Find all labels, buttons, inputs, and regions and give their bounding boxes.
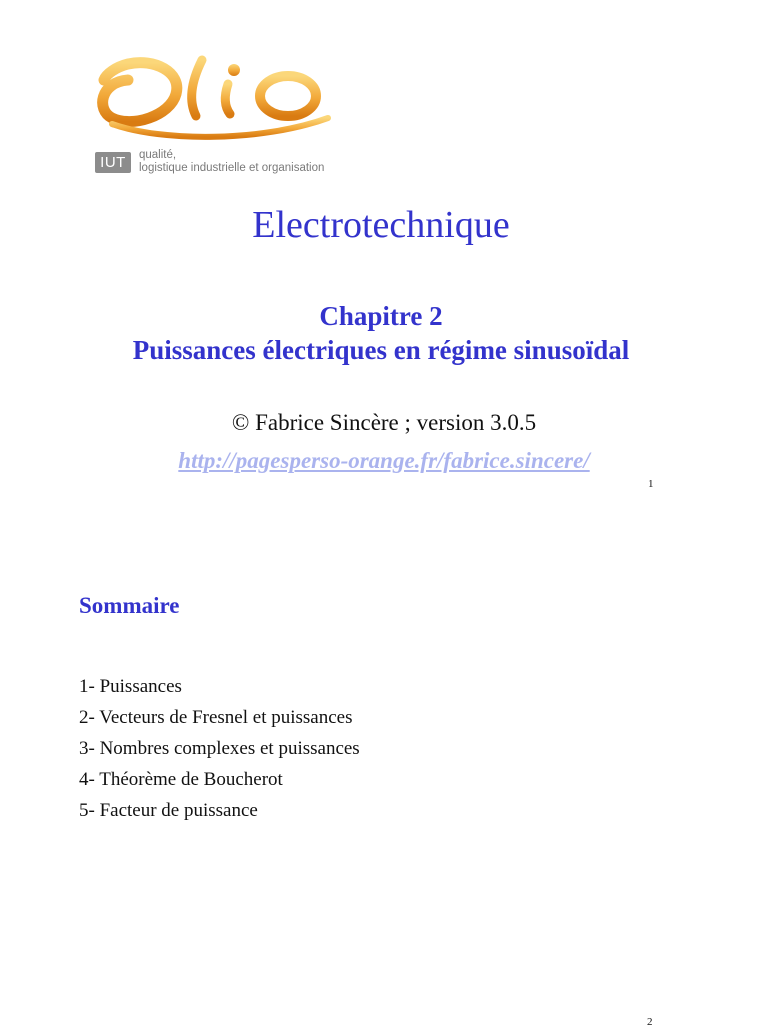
tagline-line-2: logistique industrielle et organisation: [139, 162, 325, 174]
chapter-heading: [0, 299, 762, 367]
toc-item: 3- Nombres complexes et puissances: [79, 738, 360, 759]
table-of-contents: [79, 671, 360, 826]
author-website-link[interactable]: http://pagesperso-orange.fr/fabrice.sincere/: [178, 448, 590, 473]
toc-item: 5- Facteur de puissance: [79, 800, 258, 821]
chapter-number: Chapitre 2: [319, 301, 443, 331]
chapter-subtitle: Puissances électriques en régime sinusoïdal: [132, 335, 630, 365]
page-number: 1: [648, 478, 654, 490]
toc-item: 4- Théorème de Boucherot: [79, 769, 283, 790]
iut-badge: IUT: [95, 152, 131, 173]
page-number-next: 2: [647, 1016, 653, 1028]
toc-item: 1- Puissances: [79, 676, 182, 697]
summary-heading: Sommaire: [79, 593, 180, 618]
tagline-line-1: qualité,: [139, 149, 177, 161]
qlio-logo: [92, 50, 342, 180]
logo-subline: [92, 148, 342, 178]
copyright-line: © Fabrice Sincère ; version 3.0.5: [231, 410, 537, 435]
logo-tagline: [139, 149, 324, 175]
qlio-wordmark-graphic: [92, 50, 342, 146]
toc-item: 2- Vecteurs de Fresnel et puissances: [79, 707, 353, 728]
document-title: Electrotechnique: [252, 204, 510, 246]
